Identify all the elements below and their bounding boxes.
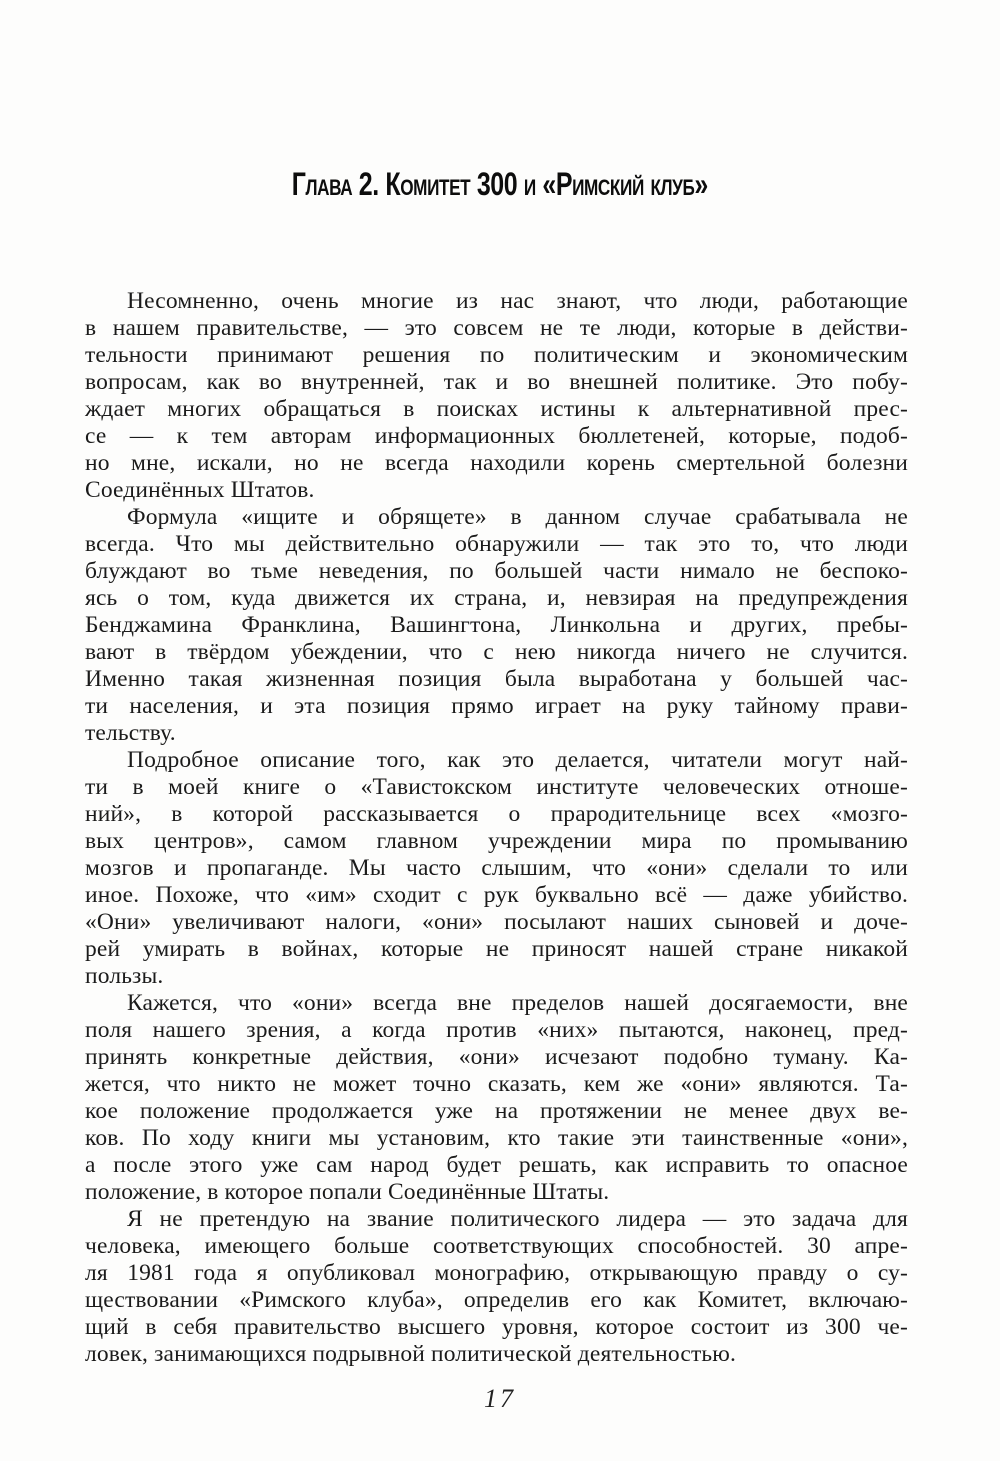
body-text xyxy=(85,288,908,1368)
text-line: Бенджамина Франклина, Вашингтона, Линкольна и других, пребы- xyxy=(85,612,908,638)
text-line: Формула «ищите и обрящете» в данном случае срабатывала не xyxy=(127,504,908,530)
text-line: принять конкретные действия, «они» исчезают подобно туману. Ка- xyxy=(85,1044,908,1070)
text-line: ля 1981 года я опубликовал монографию, открывающую правду о су- xyxy=(85,1260,908,1286)
text-line: кое положение продолжается уже на протяжении не менее двух ве- xyxy=(85,1098,908,1124)
text-line: ясь о том, куда движется их страна, и, невзирая на предупреждения xyxy=(85,585,908,611)
chapter-title xyxy=(0,166,1000,203)
text-line: всегда. Что мы действительно обнаружили — так это то, что люди xyxy=(85,531,908,557)
text-line: ждает многих обращаться в поисках истины к альтернативной прес- xyxy=(85,396,908,422)
text-line: ти в моей книге о «Тавистокском институте человеческих отноше- xyxy=(85,774,908,800)
text-line: вых центров», самом главном учреждении мира по промыванию xyxy=(85,828,908,854)
text-line: поля нашего зрения, а когда против «них» пытаются, наконец, пред- xyxy=(85,1017,908,1043)
text-line: Кажется, что «они» всегда вне пределов нашей досягаемости, вне xyxy=(127,990,908,1016)
text-line: в нашем правительстве, — это совсем не те люди, которые в действи- xyxy=(85,315,908,341)
paragraph xyxy=(85,288,908,504)
text-line: а после этого уже сам народ будет решать, как исправить то опасное xyxy=(85,1152,908,1178)
text-line: рей умирать в войнах, которые не приносят нашей стране никакой xyxy=(85,936,908,962)
text-line: ний», в которой рассказывается о прародительнице всех «мозго- xyxy=(85,801,908,827)
text-line: «Они» увеличивают налоги, «они» посылают наших сыновей и доче- xyxy=(85,909,908,935)
text-line: тельству. xyxy=(85,720,176,746)
text-line: человека, имеющего больше соответствующих способностей. 30 апре- xyxy=(85,1233,908,1259)
text-line: вопросам, как во внутренней, так и во внешней политике. Это побу- xyxy=(85,369,908,395)
text-line: тельности принимают решения по политическим и экономическим xyxy=(85,342,908,368)
text-line: Несомненно, очень многие из нас знают, что люди, работающие xyxy=(127,288,908,314)
chapter-title-text: Глава 2. Комитет 300 и «Римский клуб» xyxy=(291,166,709,202)
text-line: се — к тем авторам информационных бюллетеней, которые, подоб- xyxy=(85,423,908,449)
paragraph xyxy=(85,747,908,990)
page-number: 17 xyxy=(484,1384,516,1413)
text-line: ти населения, и эта позиция прямо играет на руку тайному прави- xyxy=(85,693,908,719)
text-line: ловек, занимающихся подрывной политической деятельностью. xyxy=(85,1341,736,1367)
text-line: Подробное описание того, как это делается, читатели могут най- xyxy=(127,747,908,773)
text-line: Соединённых Штатов. xyxy=(85,477,315,503)
text-line: вают в твёрдом убеждении, что с нею никогда ничего не случится. xyxy=(85,639,908,665)
text-line: жется, что никто не может точно сказать, кем же «они» являются. Та- xyxy=(85,1071,908,1097)
text-line: блуждают во тьме неведения, по большей части нимало не беспоко- xyxy=(85,558,908,584)
text-line: положение, в которое попали Соединённые Штаты. xyxy=(85,1179,610,1205)
text-line: щий в себя правительство высшего уровня, которое состоит из 300 че- xyxy=(85,1314,908,1340)
text-line: Я не претендую на звание политического лидера — это задача для xyxy=(127,1206,908,1232)
paragraph xyxy=(85,1206,908,1368)
text-line: мозгов и пропаганде. Мы часто слышим, что «они» сделали то или xyxy=(85,855,908,881)
text-line: ществовании «Римского клуба», определив его как Комитет, включаю- xyxy=(85,1287,908,1313)
text-line: ков. По ходу книги мы установим, кто такие эти таинственные «они», xyxy=(85,1125,908,1151)
paragraph xyxy=(85,504,908,747)
text-line: Именно такая жизненная позиция была выработана у большей час- xyxy=(85,666,908,692)
text-line: иное. Похоже, что «им» сходит с рук буквально всё — даже убийство. xyxy=(85,882,908,908)
text-line: но мне, искали, но не всегда находили корень смертельной болезни xyxy=(85,450,908,476)
text-line: пользы. xyxy=(85,963,164,989)
paragraph xyxy=(85,990,908,1206)
